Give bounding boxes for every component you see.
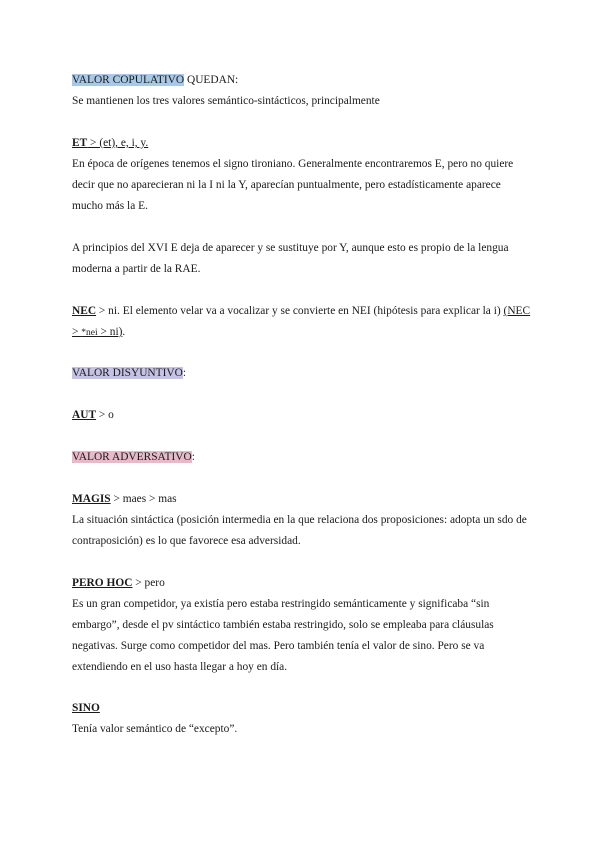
nec-text: > ni. El elemento velar va a vocalizar y se convierte en NEI (hipótesis para explicar la i) [96,305,504,317]
copulativo-heading [72,70,532,91]
copulativo-intro: Se mantienen los tres valores semántico-sintácticos, principalmente [72,95,380,107]
magis-paragraph: La situación sintáctica (posición intermedia en la que relaciona dos proposiciones: adopta un sdo de contraposición) es lo que favorece esa adversidad. [72,514,527,547]
perohoc-term: PERO HOC [72,577,133,589]
et-paragraph-2: A principios del XVI E deja de aparecer y se sustituye por Y, aunque esto es propio de la lengua moderna a partir de la RAE. [72,242,509,275]
disyuntivo-heading [72,363,532,384]
aut-rest: > o [96,409,114,421]
aut-term: AUT [72,409,97,421]
perohoc-paragraph: Es un gran competidor, ya existía pero estaba restringido semánticamente y significaba “sin embargo”, desde el pv sintáctico también estaba restringido, solo se empleaba para cláusulas negativas. Surge como competidor del mas. Pero también tenía el valor de sino. Pero se va extendiendo en el uso hasta llegar a hoy en día. [72,598,494,673]
adversativo-heading [72,447,532,468]
adversativo-heading-highlight: VALOR ADVERSATIVO [72,451,192,463]
disyuntivo-heading-highlight: VALOR DISYUNTIVO [72,367,183,379]
nec-paragraph [72,301,532,344]
magis-term: MAGIS [72,493,111,505]
et-heading [72,133,532,154]
disyuntivo-colon: : [182,367,187,379]
nec-reconstructed-form: *nei [81,328,98,338]
sino-heading [72,698,532,719]
sino-term: SINO [72,702,100,714]
copulativo-heading-rest: QUEDAN: [184,74,239,86]
nec-paren-open: (NEC > [72,305,531,338]
et-paragraph-1: En época de orígenes tenemos el signo tironiano. Generalmente encontraremos E, pero no quiere decir que no aparecieran ni la I ni la Y, aparecían puntualmente, pero estadísticamente aparece mucho más la E. [72,158,514,212]
sino-paragraph: Tenía valor semántico de “excepto”. [72,723,238,735]
magis-heading [72,489,532,510]
adversativo-colon: : [191,451,195,463]
et-term: ET [72,137,88,149]
nec-paren-close: > ni) [97,326,123,338]
perohoc-rest: > pero [132,577,165,589]
copulativo-heading-highlight: VALOR COPULATIVO [72,74,185,86]
nec-end: . [122,326,126,338]
perohoc-heading [72,573,532,594]
magis-rest: > maes > mas [110,493,177,505]
et-rest: > (et), e, i, y. [87,137,149,149]
nec-term: NEC [72,305,97,317]
aut-heading [72,405,532,426]
